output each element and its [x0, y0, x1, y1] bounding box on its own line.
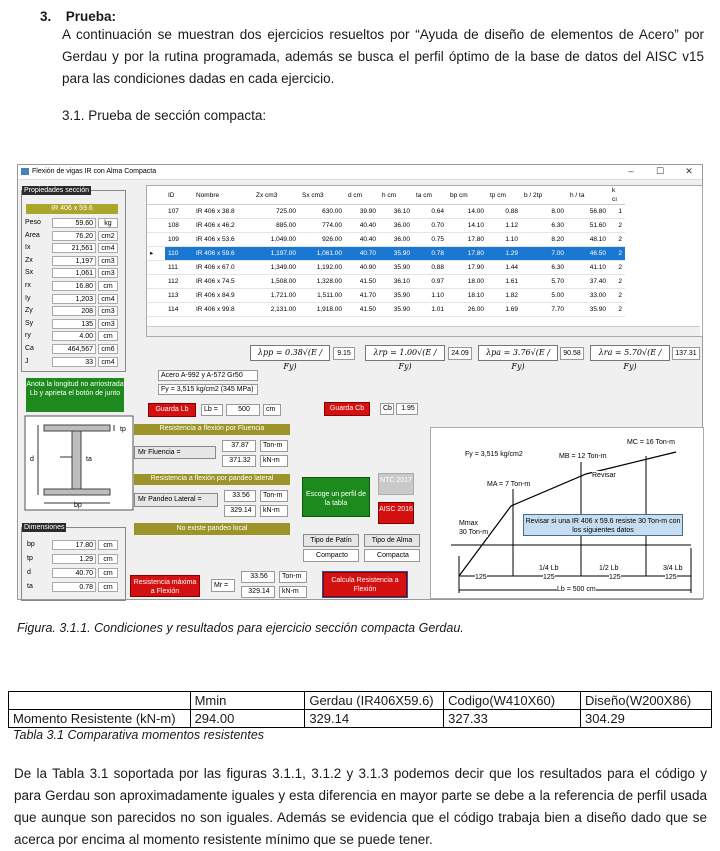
ntc-2017-button[interactable]: NTC 2017 — [378, 473, 414, 495]
table-cell: 35.90 — [379, 261, 413, 275]
table-row[interactable] — [147, 303, 625, 317]
table-cell: 2 — [609, 289, 625, 303]
formula-lpa: λpa = 3.76√(E / Fy) — [478, 345, 558, 361]
table-cell: 36.10 — [379, 205, 413, 219]
properties-group — [21, 187, 126, 372]
table-cell: 926.00 — [299, 233, 345, 247]
pandeo-unit-kn: kN-m — [260, 505, 288, 517]
prop-unit: cm4 — [98, 294, 118, 304]
column-header[interactable]: bp cm — [447, 186, 487, 205]
table-cell: 1,049.00 — [253, 233, 299, 247]
table-cell: 41.50 — [345, 303, 379, 317]
prop-value: 21,561 — [52, 243, 96, 253]
table-cell: 33.00 — [567, 289, 609, 303]
table-cell: 14.10 — [447, 219, 487, 233]
lb-unit: cm — [263, 404, 281, 416]
comparison-header-cell: Mmin — [190, 692, 305, 710]
formula-lrp-value: 24.09 — [448, 347, 472, 360]
save-lb-button[interactable]: Guarda Lb — [148, 403, 196, 417]
prop-label: Area — [25, 231, 40, 239]
table-cell: 40.70 — [345, 247, 379, 261]
row-selector[interactable] — [147, 289, 165, 303]
table-cell: 8.20 — [521, 233, 567, 247]
table-cell: IR 406 x 59.6 — [193, 247, 253, 261]
table-cell: 35.90 — [379, 289, 413, 303]
top-flange — [44, 425, 110, 431]
prop-value: 208 — [52, 306, 96, 316]
table-cell: IR 406 x 67.0 — [193, 261, 253, 275]
fluencia-unit-kn: kN-m — [260, 455, 288, 467]
column-header[interactable]: Nombre — [193, 186, 253, 205]
prop-label: rx — [25, 282, 31, 289]
row-selector[interactable] — [147, 233, 165, 247]
label-bp: bp — [74, 502, 82, 509]
table-cell: 1.10 — [413, 289, 447, 303]
column-header[interactable]: ta cm — [413, 186, 447, 205]
table-cell: 7.70 — [521, 303, 567, 317]
prop-value: 464,567 — [52, 344, 96, 354]
table-cell: 41.70 — [345, 289, 379, 303]
prop-unit: cm — [98, 331, 118, 341]
comparison-cell: 304.29 — [581, 710, 712, 728]
section-title: Prueba: — [65, 9, 117, 24]
web-type-value: Compacta — [364, 549, 420, 562]
comparison-header-cell: Gerdau (IR406X59.6) — [305, 692, 444, 710]
table-cell: IR 406 x 53.6 — [193, 233, 253, 247]
diagram-q2: 1/2 Lb — [599, 565, 619, 572]
comparison-row-label: Momento Resistente (kN-m) — [9, 710, 191, 728]
dim-label: bp — [27, 541, 35, 548]
table-cell: 5.00 — [521, 289, 567, 303]
formula-lrp: λrp = 1.00√(E / Fy) — [365, 345, 445, 361]
mr-pandeo-button[interactable]: Mr Pandeo Lateral = — [134, 493, 218, 507]
table-cell: 1.10 — [487, 233, 521, 247]
comparison-cell: 294.00 — [190, 710, 305, 728]
formula-lpa-value: 90.58 — [560, 347, 584, 360]
table-cell: 725.00 — [253, 205, 299, 219]
table-cell: 885.00 — [253, 219, 299, 233]
lb-instruction-note: Anota la longitud no arriostrada Lb y aprieta el botón de junto — [26, 378, 124, 412]
close-button[interactable]: ✕ — [685, 166, 693, 176]
table-cell: 51.60 — [567, 219, 609, 233]
table-cell: 56.80 — [567, 205, 609, 219]
diagram-seg2: 125 — [543, 574, 555, 581]
table-cell: 1.12 — [487, 219, 521, 233]
calculate-button[interactable]: Calcula Resistencia a Flexión — [323, 572, 407, 597]
prop-unit: kg — [98, 218, 118, 228]
table-cell: 108 — [165, 219, 193, 233]
table-cell: 630.00 — [299, 205, 345, 219]
figure-caption: Figura. 3.1.1. Condiciones y resultados para ejercicio sección compacta Gerdau. — [17, 621, 464, 635]
subsection-title: 3.1. Prueba de sección compacta: — [62, 108, 267, 123]
dim-value: 0.78 — [52, 582, 96, 592]
table-cell: 2 — [609, 303, 625, 317]
local-buckling-status: No existe pandeo local — [134, 523, 290, 535]
dim-unit: cm — [98, 582, 118, 592]
table-cell: 0.97 — [413, 275, 447, 289]
row-selector[interactable] — [147, 219, 165, 233]
window-title: Flexión de vigas IR con Alma Compacta — [32, 168, 157, 175]
table-cell: 2,131.00 — [253, 303, 299, 317]
table-cell: 2 — [609, 233, 625, 247]
check-message: Revisar si una IR 406 x 59.6 resiste 30 Ton-m con los siguientes datos — [523, 514, 683, 536]
table-cell: IR 406 x 74.5 — [193, 275, 253, 289]
table-cell: 1.82 — [487, 289, 521, 303]
label-d: d — [30, 456, 34, 463]
table-cell: 2 — [609, 261, 625, 275]
table-cell: 2 — [609, 247, 625, 261]
table-cell: 8.00 — [521, 205, 567, 219]
dim-label: tp — [27, 555, 33, 562]
diagram-mc: MC = 16 Ton-m — [627, 439, 675, 446]
steel-grade: Acero A-992 y A-572 Gr50 — [158, 370, 258, 381]
table-cell: 26.00 — [447, 303, 487, 317]
table-cell: 1.69 — [487, 303, 521, 317]
table-cell: 40.90 — [345, 261, 379, 275]
table-cell: 1 — [609, 205, 625, 219]
comparison-table — [8, 691, 712, 728]
table-row[interactable] — [147, 219, 625, 233]
comparison-cell: 329.14 — [305, 710, 444, 728]
table-cell: 35.90 — [379, 247, 413, 261]
comparison-header-cell — [9, 692, 191, 710]
prop-unit: cm3 — [98, 319, 118, 329]
prop-value: 1,197 — [52, 256, 96, 266]
table-cell: 0.64 — [413, 205, 447, 219]
row-selector[interactable]: ▸ — [147, 247, 165, 261]
final-unit-kn: kN-m — [279, 586, 307, 598]
cb-label: Cb — [380, 403, 394, 415]
table-cell: 6.30 — [521, 261, 567, 275]
table-cell: 18.10 — [447, 289, 487, 303]
table-cell: 113 — [165, 289, 193, 303]
formula-lpp: λpp = 0.38√(E / Fy) — [250, 345, 330, 361]
prop-label: Sy — [25, 319, 34, 327]
table-cell: 1,918.00 — [299, 303, 345, 317]
table-caption: Tabla 3.1 Comparativa momentos resistentes — [13, 728, 265, 742]
table-cell: 1.61 — [487, 275, 521, 289]
prop-unit: cm2 — [98, 231, 118, 241]
table-cell: 48.10 — [567, 233, 609, 247]
prop-value: 1,203 — [52, 294, 96, 304]
table-cell: 40.40 — [345, 219, 379, 233]
diagram-seg1: 125 — [475, 574, 487, 581]
aisc-2016-button[interactable]: AISC 2016 — [378, 502, 414, 524]
table-cell: 0.88 — [487, 205, 521, 219]
prop-unit: cm3 — [98, 256, 118, 266]
column-header[interactable]: d cm — [345, 186, 379, 205]
column-header[interactable]: k cı — [609, 186, 625, 205]
mr-label: Mr = — [211, 579, 235, 592]
column-header[interactable]: Zx cm3 — [253, 186, 299, 205]
prop-label: J — [25, 357, 29, 365]
bottom-flange — [44, 489, 110, 495]
diagram-mmax-value: 30 Ton-m — [459, 529, 489, 536]
mr-fluencia-button[interactable]: Mr Fluencia = — [134, 446, 216, 459]
conclusion-paragraph: De la Tabla 3.1 soportada por las figuras 3.1.1, 3.1.2 y 3.1.3 podemos decir que los resultados para el código y para Gerdau son aproximadamente iguales y esta diferencia en mayor parte se debe a la referencia de perfil usada que aunque son parecidos no son iguales. Además se evidencia que el código trabaja bien a diseño dado que se acerca por encima al momento resistente mínimo que se puede tener. — [14, 766, 707, 847]
diagram-mb: MB = 12 Ton-m — [559, 453, 607, 460]
comparison-header-cell: Diseño(W200X86) — [581, 692, 712, 710]
table-cell: IR 406 x 99.8 — [193, 303, 253, 317]
prop-label: Iy — [25, 294, 31, 302]
prop-unit: cm6 — [98, 344, 118, 354]
row-selector[interactable] — [147, 275, 165, 289]
dim-value: 1.29 — [52, 554, 96, 564]
prop-label: Ca — [25, 345, 34, 352]
table-cell: 17.90 — [447, 261, 487, 275]
column-header[interactable]: Sx cm3 — [299, 186, 345, 205]
choose-profile-button[interactable]: Escoge un perfil de la tabla — [302, 477, 370, 517]
table-cell: 110 — [165, 247, 193, 261]
dim-unit: cm — [98, 554, 118, 564]
diagram-q3: 3/4 Lb — [663, 565, 683, 572]
prop-label: Peso — [25, 219, 41, 226]
table-cell: 0.70 — [413, 219, 447, 233]
prop-value: 135 — [52, 319, 96, 329]
table-cell: 1,192.00 — [299, 261, 345, 275]
table-cell: 1,197.00 — [253, 247, 299, 261]
table-row[interactable] — [147, 233, 625, 247]
prop-value: 4.00 — [52, 331, 96, 341]
table-cell: 774.00 — [299, 219, 345, 233]
comparison-cell: 327.33 — [444, 710, 581, 728]
prop-value: 16.80 — [52, 281, 96, 291]
table-cell: 111 — [165, 261, 193, 275]
column-header[interactable]: tp cm — [487, 186, 521, 205]
table-cell: IR 406 x 84.9 — [193, 289, 253, 303]
row-header-cell — [147, 186, 165, 205]
table-cell: 17.80 — [447, 247, 487, 261]
table-cell: IR 406 x 46.2 — [193, 219, 253, 233]
maximize-button[interactable]: ☐ — [655, 166, 665, 176]
prop-value: 1,061 — [52, 268, 96, 278]
formula-lra: λra = 5.70√(E / Fy) — [590, 345, 670, 361]
prop-label: Zx — [25, 256, 33, 264]
pandeo-title: Resistencia a flexión por pandeo lateral — [134, 474, 290, 485]
diagram-seg4: 125 — [665, 574, 677, 581]
fluencia-title: Resistencia a flexión por Fluencia — [134, 424, 290, 435]
table-cell: 0.88 — [413, 261, 447, 275]
formula-lpp-value: 9.15 — [333, 347, 355, 360]
prop-unit: cm3 — [98, 306, 118, 316]
i-section-drawing — [24, 415, 134, 511]
column-header[interactable]: b / 2tp — [521, 186, 567, 205]
label-tp: tp — [120, 426, 126, 433]
flange-type-button[interactable]: Tipo de Patín — [303, 534, 359, 547]
section-number: 3. — [40, 9, 52, 24]
prop-value: 76.20 — [52, 231, 96, 241]
row-selector[interactable] — [147, 261, 165, 275]
dim-unit: cm — [98, 540, 118, 550]
column-header[interactable]: ID — [165, 186, 193, 205]
table-cell: 1,721.00 — [253, 289, 299, 303]
table-cell: 109 — [165, 233, 193, 247]
table-cell: 2 — [609, 275, 625, 289]
dimensions-group — [21, 524, 126, 601]
table-row[interactable] — [147, 275, 625, 289]
table-header-row — [147, 186, 625, 205]
table-cell: 1,061.00 — [299, 247, 345, 261]
diagram-ma: MA = 7 Ton-m — [487, 481, 531, 488]
app-icon — [21, 168, 29, 175]
table-cell: 36.00 — [379, 219, 413, 233]
prop-value: 59.60 — [52, 218, 96, 228]
lb-label: Lb = — [201, 404, 223, 416]
table-cell: 17.80 — [447, 233, 487, 247]
diagram-mmax: Mmax — [459, 520, 479, 527]
lb-input[interactable]: 500 — [226, 404, 260, 416]
final-value-kn: 329.14 — [241, 586, 275, 598]
web — [72, 431, 81, 489]
prop-unit: cm4 — [98, 357, 118, 367]
fluencia-unit-ton: Ton-m — [260, 440, 288, 452]
table-cell: 1.01 — [413, 303, 447, 317]
pandeo-unit-ton: Ton-m — [260, 490, 288, 502]
table-cell: 2 — [609, 219, 625, 233]
table-cell: 35.90 — [379, 303, 413, 317]
prop-label: ry — [25, 332, 31, 340]
dim-label: ta — [27, 583, 33, 590]
diagram-q1: 1/4 Lb — [539, 565, 559, 572]
table-cell: 5.70 — [521, 275, 567, 289]
diagram-fy: Fy = 3,515 kg/cm2 — [465, 451, 523, 458]
final-unit-ton: Ton-m — [279, 571, 307, 583]
minimize-button[interactable]: – — [628, 166, 634, 176]
table-cell: 36.10 — [379, 275, 413, 289]
pandeo-value-kn: 329.14 — [224, 505, 256, 517]
table-body — [147, 205, 625, 317]
pandeo-value-ton: 33.56 — [224, 490, 256, 502]
table-cell: 1,328.00 — [299, 275, 345, 289]
prop-unit: cm4 — [98, 243, 118, 253]
properties-group-title: Propiedades sección — [24, 187, 89, 194]
table-cell: 114 — [165, 303, 193, 317]
table-row[interactable] — [147, 205, 625, 219]
title-bar — [18, 165, 702, 180]
table-cell: 1,508.00 — [253, 275, 299, 289]
comparison-header-cell: Codigo(W410X60) — [444, 692, 581, 710]
prop-value: 33 — [52, 357, 96, 367]
table-cell: 0.75 — [413, 233, 447, 247]
save-cb-button[interactable]: Guarda Cb — [324, 402, 370, 416]
row-selector[interactable] — [147, 205, 165, 219]
table-cell: 36.00 — [379, 233, 413, 247]
flange-type-value: Compacto — [303, 549, 359, 562]
table-row[interactable] — [147, 247, 625, 261]
column-header[interactable]: h / ta — [567, 186, 609, 205]
table-row[interactable] — [147, 261, 625, 275]
comparison-data-row — [9, 710, 712, 728]
final-value-ton: 33.56 — [241, 571, 275, 583]
prop-label: Sx — [25, 269, 34, 277]
diagram-lb: Lb = 500 cm — [557, 586, 596, 593]
prop-unit: cm3 — [98, 268, 118, 278]
table-cell: 1,511.00 — [299, 289, 345, 303]
fluencia-value-kn: 371.32 — [222, 455, 256, 467]
table-cell: 46.50 — [567, 247, 609, 261]
profiles-table-container — [146, 185, 703, 337]
steel-fy: Fy = 3,515 kg/cm2 (345 MPa) — [158, 384, 258, 395]
app-window — [17, 164, 703, 600]
prop-label: Zy — [25, 307, 33, 315]
fluencia-value-ton: 37.87 — [222, 440, 256, 452]
prop-label: Ix — [25, 244, 31, 252]
dimensions-group-title: Dimensiones — [24, 524, 65, 531]
formula-lra-value: 137.31 — [672, 347, 700, 360]
table-cell: 40.40 — [345, 233, 379, 247]
table-cell: 39.90 — [345, 205, 379, 219]
comparison-header-row — [9, 692, 712, 710]
horizontal-scrollbar[interactable] — [147, 326, 700, 336]
table-cell: 107 — [165, 205, 193, 219]
table-cell: 112 — [165, 275, 193, 289]
cb-value: 1.95 — [396, 403, 418, 415]
table-cell: 7.00 — [521, 247, 567, 261]
table-cell: 6.30 — [521, 219, 567, 233]
table-cell: 14.00 — [447, 205, 487, 219]
max-resistance-button[interactable]: Resistencia máxima a Flexión — [130, 575, 200, 597]
row-selector[interactable] — [147, 303, 165, 317]
dim-value: 40.70 — [52, 568, 96, 578]
table-cell: 0.78 — [413, 247, 447, 261]
web-type-button[interactable]: Tipo de Alma — [364, 534, 420, 547]
dim-unit: cm — [98, 568, 118, 578]
prop-unit: cm — [98, 281, 118, 291]
label-ta: ta — [86, 456, 92, 463]
diagram-revisar: Revisar — [592, 472, 616, 479]
table-cell: 37.40 — [567, 275, 609, 289]
table-cell: 18.00 — [447, 275, 487, 289]
diagram-seg3: 125 — [609, 574, 621, 581]
profile-name: IR 406 x 59.6 — [26, 204, 118, 214]
dim-label: d — [27, 569, 31, 576]
table-row[interactable] — [147, 289, 625, 303]
table-cell: IR 406 x 38.8 — [193, 205, 253, 219]
profiles-table — [147, 186, 625, 317]
table-cell: 41.50 — [345, 275, 379, 289]
column-header[interactable]: h cm — [379, 186, 413, 205]
intro-paragraph: A continuación se muestran dos ejercicios resueltos por “Ayuda de diseño de elementos de Acero” por Gerdau y por la rutina programada, además se busca el perfil óptimo de la base de datos del AISC v15 para las condiciones dadas en cada ejercicio. — [62, 27, 704, 86]
dim-value: 17.80 — [52, 540, 96, 550]
table-cell: 1,349.00 — [253, 261, 299, 275]
table-cell: 1.44 — [487, 261, 521, 275]
table-cell: 1.29 — [487, 247, 521, 261]
table-cell: 35.90 — [567, 303, 609, 317]
table-cell: 41.10 — [567, 261, 609, 275]
moment-diagram — [430, 427, 704, 599]
